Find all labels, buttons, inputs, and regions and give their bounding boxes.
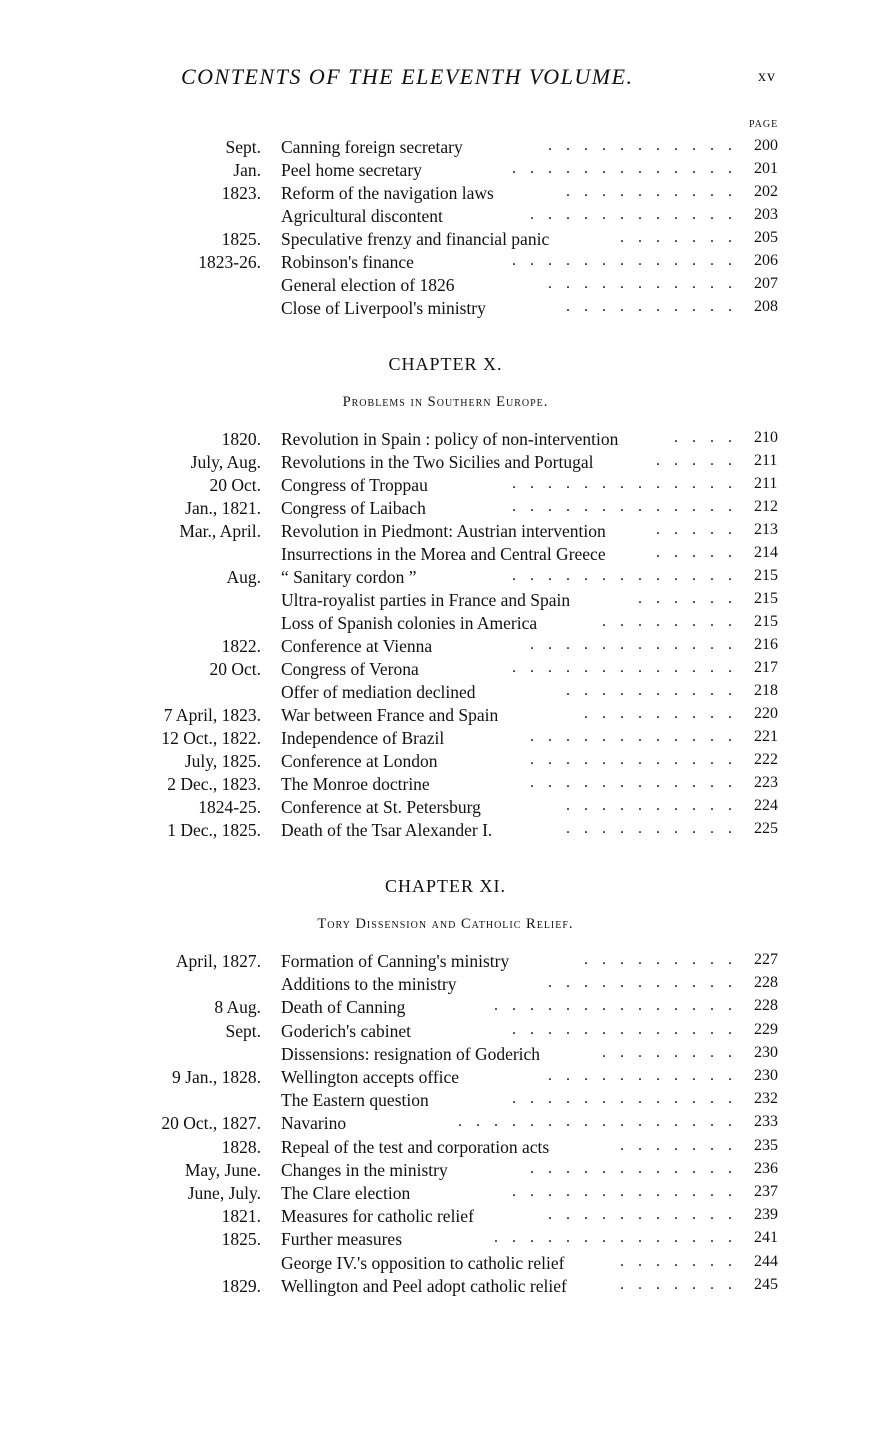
leader-dots: ............ [530,206,746,223]
entry-title: Offer of mediation declined [281,682,476,702]
contents-entry [0,429,891,452]
running-header-title: CONTENTS OF THE ELEVENTH VOLUME. [181,64,634,89]
entry-title: Revolution in Spain : policy of non-intervention [281,429,619,449]
entry-page: 207 [754,275,778,292]
entry-title: Dissensions: resignation of Goderich [281,1043,541,1064]
contents-entry [0,229,891,252]
entry-date: July, 1825. [184,751,261,771]
entry-page: 230 [754,1067,778,1084]
leader-dots: .......... [566,820,746,837]
entry-date: 1820. [221,429,261,449]
contents-entry [0,774,891,797]
leader-dots: ........... [548,275,746,292]
entry-title: Robinson's finance [281,252,414,272]
entry-title: Death of Canning [281,997,406,1018]
contents-entry [0,544,891,567]
entry-title: Wellington accepts office [281,1067,460,1087]
entry-title: Revolutions in the Two Sicilies and Portugal [281,452,594,472]
contents-entry [0,997,891,1020]
entry-page: 233 [754,1113,778,1131]
leader-dots: ............ [530,636,746,653]
leader-dots: ....... [620,1275,746,1293]
entry-title: Insurrections in the Morea and Central Greece [281,544,606,564]
entry-date: 20 Oct. [209,475,261,495]
entry-date: Aug. [226,567,261,587]
leader-dots: ............. [512,498,746,515]
entry-page: 229 [754,1020,778,1038]
entry-page: 224 [754,797,778,814]
contents-entry [0,521,891,544]
leader-dots: .............. [494,1229,746,1247]
leader-dots: ...... [638,590,746,607]
contents-entry [0,1229,891,1252]
entry-date: 1824-25. [198,797,261,817]
entry-title: Formation of Canning's ministry [281,951,510,971]
contents-entry [0,475,891,498]
leader-dots: ....... [620,229,746,246]
contents-entry [0,275,891,298]
entry-title: Congress of Troppau [281,475,428,495]
entry-page: 221 [754,728,778,745]
leader-dots: ............. [512,659,746,676]
leader-dots: ......... [584,951,746,968]
contents-entry [0,1253,891,1276]
entry-title: Death of the Tsar Alexander I. [281,820,493,840]
leader-dots: ............. [512,252,746,269]
entry-page: 235 [754,1136,778,1154]
leader-dots: ............. [512,1183,746,1200]
entry-date: 1828. [221,1136,261,1157]
entry-date: June, July. [187,1183,261,1203]
contents-entry [0,659,891,682]
leader-dots: ........ [602,1043,746,1061]
entry-date: 1823. [221,183,261,203]
leader-dots: ..... [656,544,746,561]
contents-entry [0,974,891,997]
leader-dots: ..... [656,521,746,538]
contents-entry [0,452,891,475]
entry-date: 12 Oct., 1822. [161,728,261,748]
entry-date: 20 Oct. [209,659,261,679]
leader-dots: ........... [548,1067,746,1084]
entry-title: Agricultural discontent [281,206,443,226]
entry-date: Jan. [233,160,261,180]
entry-date: Mar., April. [179,521,261,541]
entry-date: 1825. [221,229,261,249]
leader-dots: ......... [584,705,746,722]
chapter-xi-subtitle: Tory Dissension and Catholic Relief. [317,916,574,932]
entry-title: Conference at London [281,751,438,771]
entry-date: 1829. [221,1275,261,1296]
entry-page: 213 [754,521,778,538]
entry-date: 9 Jan., 1828. [172,1067,261,1087]
entry-date: 7 April, 1823. [163,705,261,725]
entry-date: July, Aug. [190,452,261,472]
entry-title: Conference at St. Petersburg [281,797,481,817]
entry-page: 237 [754,1183,778,1200]
contents-entry [0,1021,891,1044]
entry-title: Further measures [281,1229,403,1250]
contents-entry [0,820,891,843]
entry-title: Speculative frenzy and financial panic [281,229,550,249]
entry-page: 210 [754,429,778,446]
contents-entry [0,682,891,705]
entry-title: Changes in the ministry [281,1159,448,1180]
entry-title: Congress of Verona [281,659,419,679]
entry-date: 2 Dec., 1823. [167,774,261,794]
entry-title: Reform of the navigation laws [281,183,494,203]
entry-title: War between France and Spain [281,705,499,725]
leader-dots: ............. [512,1020,746,1038]
leader-dots: ............. [512,160,746,177]
entry-page: 232 [754,1090,778,1108]
entry-title: Canning foreign secretary [281,137,463,157]
entry-page: 239 [754,1206,778,1224]
contents-entry [0,252,891,275]
contents-entry [0,1183,891,1206]
entry-date: 1823-26. [198,252,261,272]
contents-entry [0,1113,891,1136]
entry-date: May, June. [184,1159,261,1180]
entry-page: 203 [754,206,778,223]
leader-dots: ....... [620,1136,746,1154]
page-number: xv [758,68,776,85]
entry-title: Independence of Brazil [281,728,445,748]
entry-page: 202 [754,183,778,200]
entry-title: The Eastern question [281,1090,429,1111]
entry-date: 8 Aug. [214,997,261,1018]
entry-title: The Clare election [281,1183,411,1203]
contents-entry [0,728,891,751]
entry-page: 217 [754,659,778,676]
entry-page: 228 [754,974,778,992]
entry-title: Congress of Laibach [281,498,426,518]
chapter-xi-heading: CHAPTER XI. [384,876,506,896]
entry-page: 212 [754,498,778,515]
leader-dots: ............ [530,751,746,768]
leader-dots: ............ [530,1159,746,1177]
entry-date: 1822. [221,636,261,656]
entry-date: April, 1827. [175,951,261,971]
entry-title: General election of 1826 [281,275,455,295]
entry-page: 236 [754,1159,778,1177]
entry-page: 225 [754,820,778,837]
contents-entry [0,567,891,590]
leader-dots: .......... [566,682,746,699]
leader-dots: ..... [656,452,746,469]
leader-dots: .......... [566,797,746,814]
contents-entry [0,1206,891,1229]
entry-date: 1 Dec., 1825. [167,820,261,840]
entry-title: Goderich's cabinet [281,1020,411,1041]
entry-page: 215 [754,613,778,630]
entry-date: Sept. [225,137,261,157]
entry-title: Measures for catholic relief [281,1206,474,1227]
contents-entry [0,1276,891,1299]
entry-page: 205 [754,229,778,246]
leader-dots: ............ [530,774,746,791]
leader-dots: .......... [566,183,746,200]
entry-page: 215 [754,590,778,607]
contents-entry [0,636,891,659]
contents-entry [0,1137,891,1160]
contents-entry [0,1067,891,1090]
entry-page: 216 [754,636,778,653]
leader-dots: ............. [512,1090,746,1108]
entry-date: 1821. [221,1206,261,1227]
leader-dots: ........... [548,1206,746,1224]
leader-dots: ................ [458,1113,746,1131]
leader-dots: ....... [620,1252,746,1270]
entry-title: George IV.'s opposition to catholic relief [281,1252,565,1273]
entry-page: 218 [754,682,778,699]
entry-page: 211 [754,452,778,469]
entry-title: Navarino [281,1113,347,1134]
entry-title: Revolution in Piedmont: Austrian intervention [281,521,606,541]
entry-page: 201 [754,160,778,177]
entry-title: Loss of Spanish colonies in America [281,613,538,633]
contents-entry [0,705,891,728]
leader-dots: ........... [548,137,746,154]
entry-page: 223 [754,774,778,791]
entry-page: 206 [754,252,778,269]
contents-entry [0,298,891,321]
page-column-label: PAGE [749,119,779,130]
entry-page: 222 [754,751,778,768]
chapter-x-subtitle: Problems in Southern Europe. [342,394,549,410]
entry-title: Wellington and Peel adopt catholic relief [281,1275,567,1296]
entry-title: Additions to the ministry [281,974,457,995]
contents-entry [0,498,891,521]
entry-title: Conference at Vienna [281,636,433,656]
chapter-x-heading: CHAPTER X. [388,354,503,374]
contents-entry [0,751,891,774]
entry-page: 214 [754,544,778,561]
entry-title: Peel home secretary [281,160,422,180]
contents-entry [0,183,891,206]
contents-entry [0,1090,891,1113]
entry-page: 244 [754,1252,778,1270]
leader-dots: ........ [602,613,746,630]
entry-title: Close of Liverpool's ministry [281,298,486,318]
leader-dots: ............ [530,728,746,745]
entry-page: 241 [754,1229,778,1247]
entry-page: 200 [754,137,778,154]
contents-entry [0,797,891,820]
contents-entry [0,160,891,183]
contents-entry [0,137,891,160]
entry-title: The Monroe doctrine [281,774,430,794]
entry-date: Jan., 1821. [185,498,261,518]
leader-dots: ............. [512,475,746,492]
entry-title: Ultra-royalist parties in France and Spain [281,590,571,610]
contents-entry [0,613,891,636]
entry-page: 227 [754,951,778,968]
leader-dots: .... [674,429,746,446]
contents-entry [0,590,891,613]
entry-title: “ Sanitary cordon ” [281,567,417,587]
contents-entry [0,951,891,974]
entry-page: 228 [754,997,778,1015]
entry-title: Repeal of the test and corporation acts [281,1136,550,1157]
entry-page: 215 [754,567,778,584]
entry-page: 208 [754,298,778,315]
entry-page: 220 [754,705,778,722]
entry-page: 245 [754,1275,778,1293]
entry-date: Sept. [225,1020,261,1041]
contents-entry [0,1044,891,1067]
contents-entry [0,1160,891,1183]
leader-dots: ............. [512,567,746,584]
entry-date: 1825. [221,1229,261,1250]
entry-date: 20 Oct., 1827. [161,1113,261,1134]
leader-dots: .............. [494,997,746,1015]
entry-page: 230 [754,1043,778,1061]
leader-dots: ........... [548,974,746,992]
leader-dots: .......... [566,298,746,315]
entry-page: 211 [754,475,778,492]
contents-entry [0,206,891,229]
